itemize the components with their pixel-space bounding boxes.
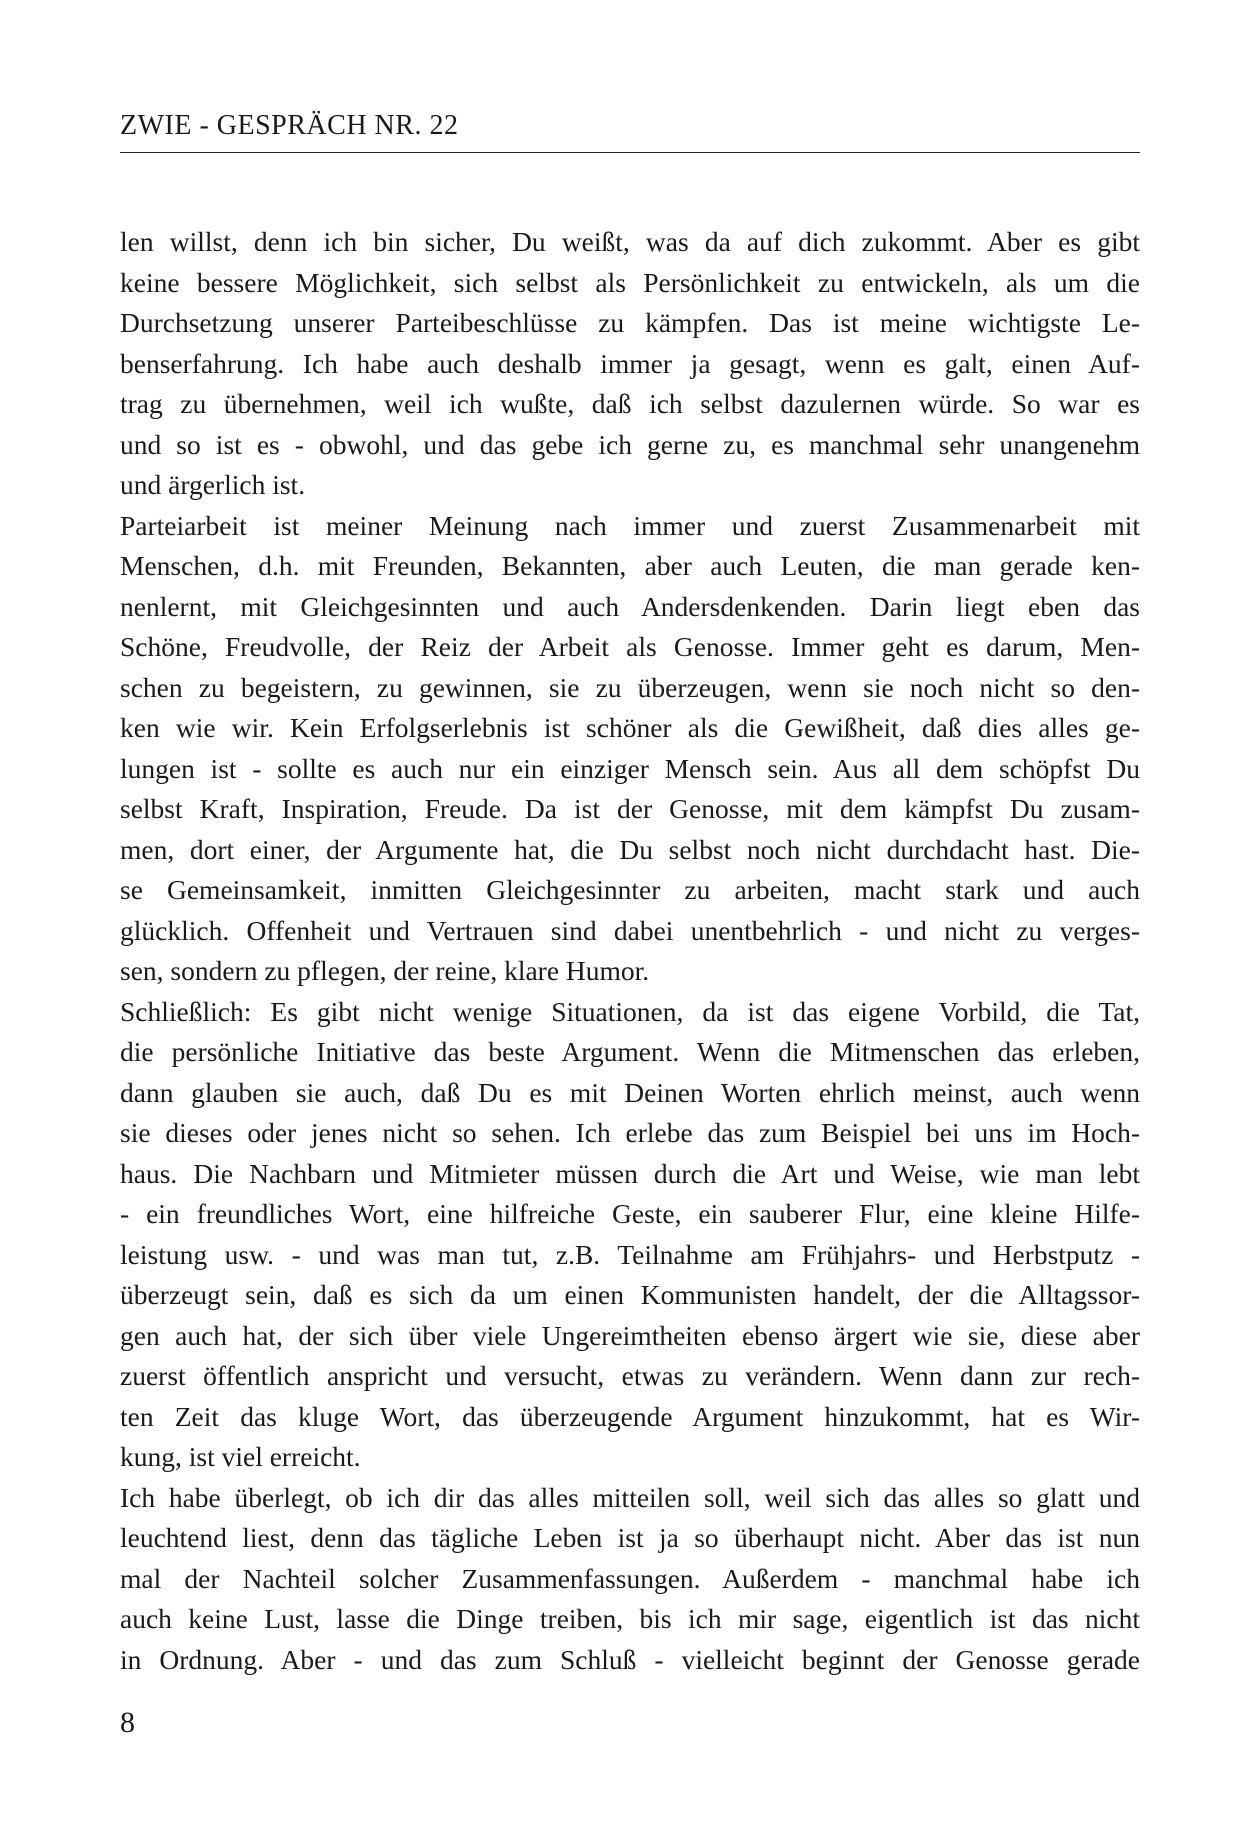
text-line: nenlernt, mit Gleichgesinnten und auch Andersdenkenden. Darin liegt eben das <box>120 590 1140 622</box>
text-line: glücklich. Offenheit und Vertrauen sind dabei unentbehrlich - und nicht zu verges- <box>120 914 1140 946</box>
text-line: leuchtend liest, denn das tägliche Leben ist ja so überhaupt nicht. Aber das ist nun <box>120 1522 1140 1553</box>
paragraph <box>120 222 1140 506</box>
text-line: schen zu begeistern, zu gewinnen, sie zu überzeugen, wenn sie noch nicht so den- <box>120 671 1140 703</box>
text-line: Menschen, d.h. mit Freunden, Bekannten, aber auch Leuten, die man gerade ken- <box>120 550 1140 581</box>
text-line: ken wie wir. Kein Erfolgserlebnis ist schöner als die Gewißheit, daß dies alles ge- <box>120 712 1140 743</box>
text-line: Parteiarbeit ist meiner Meinung nach immer und zuerst Zusammenarbeit mit <box>120 509 1140 541</box>
text-line: sie dieses oder jenes nicht so sehen. Ich erlebe das zum Beispiel bei uns im Hoch- <box>120 1117 1140 1148</box>
text-line: Schließlich: Es gibt nicht wenige Situationen, da ist das eigene Vorbild, die Tat, <box>120 995 1140 1027</box>
text-line: mal der Nachteil solcher Zusammenfassungen. Außerdem - manchmal habe ich <box>120 1562 1140 1594</box>
text-line: len willst, denn ich bin sicher, Du weißt, was da auf dich zukommt. Aber es gibt <box>120 226 1140 257</box>
text-line: Durchsetzung unserer Parteibeschlüsse zu kämpfen. Das ist meine wichtigste Le- <box>120 307 1140 338</box>
text-line: und ärgerlich ist. <box>120 469 306 500</box>
text-line: sen, sondern zu pflegen, der reine, klare Humor. <box>120 955 650 986</box>
running-title: ZWIE - GESPRÄCH NR. 22 <box>120 110 459 141</box>
text-line: lungen ist - sollte es auch nur ein einziger Mensch sein. Aus all dem schöpfst Du <box>120 752 1140 784</box>
text-line: benserfahrung. Ich habe auch deshalb immer ja gesagt, wenn es galt, einen Auf- <box>120 347 1140 379</box>
paragraph <box>120 1478 1140 1681</box>
text-line: selbst Kraft, Inspiration, Freude. Da ist der Genosse, mit dem kämpfst Du zusam- <box>120 793 1140 824</box>
text-line: ten Zeit das kluge Wort, das überzeugende Argument hinzukommt, hat es Wir- <box>120 1400 1140 1432</box>
paragraph <box>120 992 1140 1478</box>
text-line: Schöne, Freudvolle, der Reiz der Arbeit als Genosse. Immer geht es darum, Men- <box>120 631 1140 662</box>
text-line: und so ist es - obwohl, und das gebe ich gerne zu, es manchmal sehr unangenehm <box>120 428 1140 460</box>
text-line: die persönliche Initiative das beste Argument. Wenn die Mitmenschen das erleben, <box>120 1036 1140 1067</box>
text-line: kung, ist viel erreicht. <box>120 1441 361 1472</box>
text-line: Ich habe überlegt, ob ich dir das alles mitteilen soll, weil sich das alles so glatt und <box>120 1481 1140 1513</box>
text-line: überzeugt sein, daß es sich da um einen Kommunisten handelt, der die Alltagssor- <box>120 1279 1140 1310</box>
paragraph <box>120 506 1140 992</box>
text-line: zuerst öffentlich anspricht und versucht, etwas zu verändern. Wenn dann zur rech- <box>120 1360 1140 1391</box>
body-text <box>120 222 1140 1680</box>
header-rule <box>120 152 1140 153</box>
text-line: auch keine Lust, lasse die Dinge treiben, bis ich mir sage, eigentlich ist das nicht <box>120 1603 1140 1634</box>
text-line: gen auch hat, der sich über viele Ungereimtheiten ebenso ärgert wie sie, diese aber <box>120 1319 1140 1351</box>
text-line: men, dort einer, der Argumente hat, die Du selbst noch nicht durchdacht hast. Die- <box>120 833 1140 865</box>
text-line: - ein freundliches Wort, eine hilfreiche Geste, ein sauberer Flur, eine kleine Hilfe- <box>120 1198 1140 1229</box>
text-line: keine bessere Möglichkeit, sich selbst als Persönlichkeit zu entwickeln, als um die <box>120 266 1140 298</box>
text-line: se Gemeinsamkeit, inmitten Gleichgesinnter zu arbeiten, macht stark und auch <box>120 874 1140 905</box>
page-number: 8 <box>120 1706 135 1739</box>
text-line: dann glauben sie auch, daß Du es mit Deinen Worten ehrlich meinst, auch wenn <box>120 1076 1140 1108</box>
text-line: trag zu übernehmen, weil ich wußte, daß ich selbst dazulernen würde. So war es <box>120 388 1140 419</box>
text-line: haus. Die Nachbarn und Mitmieter müssen durch die Art und Weise, wie man lebt <box>120 1157 1140 1189</box>
text-line: in Ordnung. Aber - und das zum Schluß - vielleicht beginnt der Genosse gerade <box>120 1643 1140 1675</box>
text-line: leistung usw. - und was man tut, z.B. Teilnahme am Frühjahrs- und Herbstputz - <box>120 1238 1140 1270</box>
